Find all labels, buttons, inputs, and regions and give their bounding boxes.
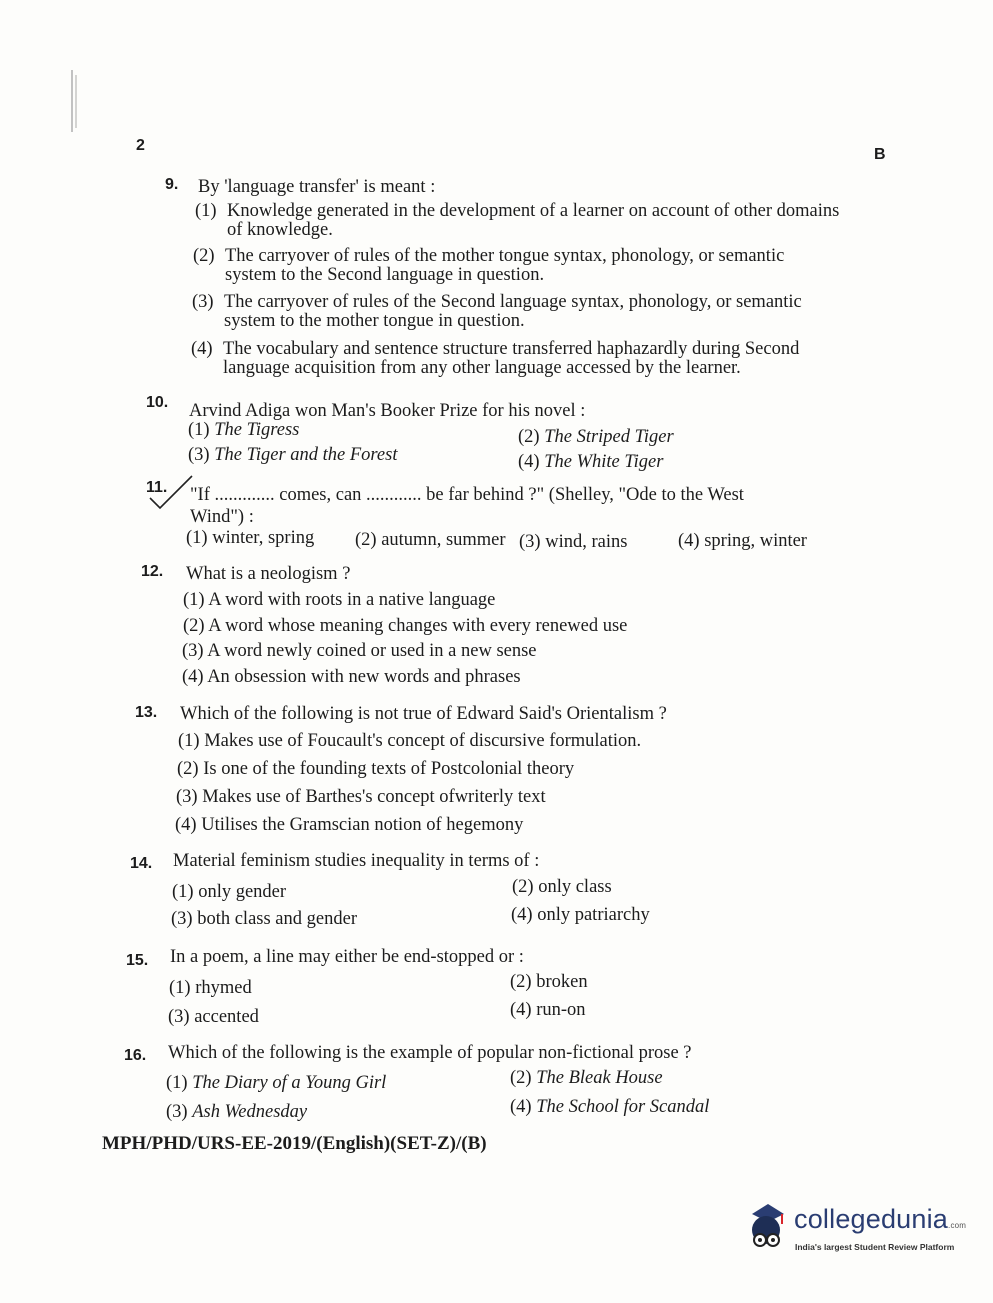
option-text: broken	[536, 972, 588, 992]
option-text: wind, rains	[545, 532, 628, 552]
set-letter: B	[874, 146, 886, 163]
option-number: (1)	[188, 420, 210, 440]
option-text: Makes use of Barthes's concept ofwriterly text	[202, 787, 546, 807]
option-text-continued: of knowledge.	[227, 220, 333, 240]
option-number: (1)	[178, 731, 200, 751]
option-text: autumn, summer	[381, 530, 506, 550]
option-text: Is one of the founding texts of Postcolonial theory	[203, 759, 575, 779]
option	[177, 759, 574, 779]
option	[195, 202, 880, 240]
collegedunia-logo	[738, 1200, 967, 1260]
question-text: Which of the following is not true of Edward Said's Orientalism ?	[180, 704, 667, 724]
option	[355, 530, 506, 550]
option-number: (4)	[510, 1000, 532, 1020]
option-text: rhymed	[195, 978, 252, 998]
option-text: The carryover of rules of the Second language syntax, phonology, or semantic	[224, 292, 802, 312]
option-number: (2)	[193, 246, 215, 266]
option-number: (3)	[176, 787, 198, 807]
option	[176, 787, 546, 807]
option-text: The Striped Tiger	[544, 427, 674, 447]
option-number: (1)	[186, 528, 208, 548]
option	[171, 909, 357, 929]
question-text: What is a neologism ?	[186, 564, 351, 584]
option-text-continued: system to the mother tongue in question.	[224, 311, 525, 331]
option-text: The White Tiger	[544, 452, 664, 472]
option-text: A word with roots in a native language	[208, 590, 496, 610]
option-number: (2)	[512, 877, 534, 897]
option	[188, 420, 299, 440]
question-number: 14.	[130, 855, 153, 872]
option-text: The Bleak House	[536, 1068, 663, 1088]
option	[168, 1007, 259, 1027]
option	[519, 532, 627, 552]
question-number: 16.	[124, 1047, 147, 1064]
option	[192, 293, 877, 331]
option-number: (4)	[511, 905, 533, 925]
option	[178, 731, 641, 751]
option-text: both class and gender	[197, 909, 357, 929]
option-number: (3)	[166, 1102, 188, 1122]
option	[518, 452, 663, 472]
question-text: Arvind Adiga won Man's Booker Prize for his novel :	[189, 401, 586, 421]
option	[169, 978, 252, 998]
option	[188, 445, 398, 465]
question-text: In a poem, a line may either be end-stopped or :	[170, 947, 524, 967]
option-number: (4)	[678, 531, 700, 551]
option-number: (2)	[177, 759, 199, 779]
option-number: (1)	[166, 1073, 188, 1093]
option-text: Ash Wednesday	[192, 1102, 308, 1122]
paper-code: MPH/PHD/URS-EE-2019/(English)(SET-Z)/(B)	[102, 1133, 487, 1154]
option-number: (3)	[192, 292, 214, 312]
option-text: spring, winter	[704, 531, 807, 551]
option-number: (2)	[183, 616, 205, 636]
option	[510, 1068, 663, 1088]
page-number: 2	[136, 137, 145, 154]
option-text: only gender	[198, 882, 287, 902]
question-text-line: Wind") :	[190, 507, 254, 527]
logo-suffix: .com	[948, 1221, 967, 1230]
question-number: 10.	[146, 394, 169, 411]
option-text: The carryover of rules of the mother tongue syntax, phonology, or semantic	[225, 246, 785, 266]
option	[510, 972, 588, 992]
option-text: Knowledge generated in the development of a learner on account of other domains	[227, 201, 840, 221]
option	[183, 616, 627, 636]
option	[678, 531, 807, 551]
question-number: 9.	[165, 176, 179, 193]
option-text: only class	[538, 877, 612, 897]
question-number: 12.	[141, 563, 164, 580]
option	[186, 528, 314, 548]
logo-name: collegedunia	[794, 1204, 949, 1234]
option-number: (3)	[182, 641, 204, 661]
option-text: Makes use of Foucault's concept of discursive formulation.	[204, 731, 642, 751]
option-text: only patriarchy	[537, 905, 650, 925]
option-number: (3)	[171, 909, 193, 929]
question-number: 15.	[126, 952, 149, 969]
option-number: (3)	[188, 445, 210, 465]
option-text: A word newly coined or used in a new sense	[207, 641, 537, 661]
option-text-continued: system to the Second language in question.	[225, 265, 545, 285]
option-number: (4)	[191, 339, 213, 359]
question-number: 13.	[135, 704, 158, 721]
option-number: (4)	[510, 1097, 532, 1117]
option-number: (2)	[510, 972, 532, 992]
option-text: winter, spring	[212, 528, 315, 548]
option-number: (4)	[518, 452, 540, 472]
question-text	[190, 484, 878, 528]
option-text: The Tiger and the Forest	[214, 445, 398, 465]
option	[166, 1073, 386, 1093]
option	[183, 590, 495, 610]
option-text: The School for Scandal	[536, 1097, 710, 1117]
logo-tagline: India's largest Student Review Platform	[795, 1242, 955, 1252]
option	[510, 1000, 586, 1020]
option-number: (2)	[355, 530, 377, 550]
option-number: (3)	[168, 1007, 190, 1027]
option-number: (3)	[519, 532, 541, 552]
option-number: (1)	[183, 590, 205, 610]
option-text-continued: language acquisition from any other language accessed by the learner.	[223, 358, 741, 378]
question-text: Material feminism studies inequality in terms of :	[173, 851, 540, 871]
option-text: An obsession with new words and phrases	[207, 667, 521, 687]
option-number: (1)	[169, 978, 191, 998]
option-text: A word whose meaning changes with every renewed use	[208, 616, 628, 636]
margin-mark	[70, 70, 80, 140]
option-number: (1)	[172, 882, 194, 902]
option	[512, 877, 612, 897]
option-number: (2)	[510, 1068, 532, 1088]
option	[511, 905, 650, 925]
option-text: The Diary of a Young Girl	[192, 1073, 387, 1093]
logo-wordmark	[794, 1204, 966, 1235]
option-text: run-on	[536, 1000, 586, 1020]
option	[172, 882, 286, 902]
option	[166, 1102, 307, 1122]
option	[182, 667, 521, 687]
option	[518, 427, 674, 447]
option	[193, 247, 878, 285]
option-number: (1)	[195, 201, 217, 221]
option-text: The vocabulary and sentence structure transferred haphazardly during Second	[223, 339, 800, 359]
option	[191, 340, 876, 378]
option	[510, 1097, 709, 1117]
mascot-icon	[738, 1200, 794, 1252]
question-text: Which of the following is the example of popular non-fictional prose ?	[168, 1043, 692, 1063]
option-text: accented	[194, 1007, 259, 1027]
option-text: Utilises the Gramscian notion of hegemony	[201, 815, 524, 835]
question-number: 11.	[146, 479, 168, 496]
option-number: (4)	[182, 667, 204, 687]
option-number: (4)	[175, 815, 197, 835]
option-number: (2)	[518, 427, 540, 447]
option	[175, 815, 523, 835]
question-text-line: "If ............. comes, can ............ be far behind ?" (Shelley, "Ode to the West	[190, 485, 744, 505]
question-text: By 'language transfer' is meant :	[198, 177, 436, 197]
option-text: The Tigress	[214, 420, 300, 440]
option	[182, 641, 537, 661]
